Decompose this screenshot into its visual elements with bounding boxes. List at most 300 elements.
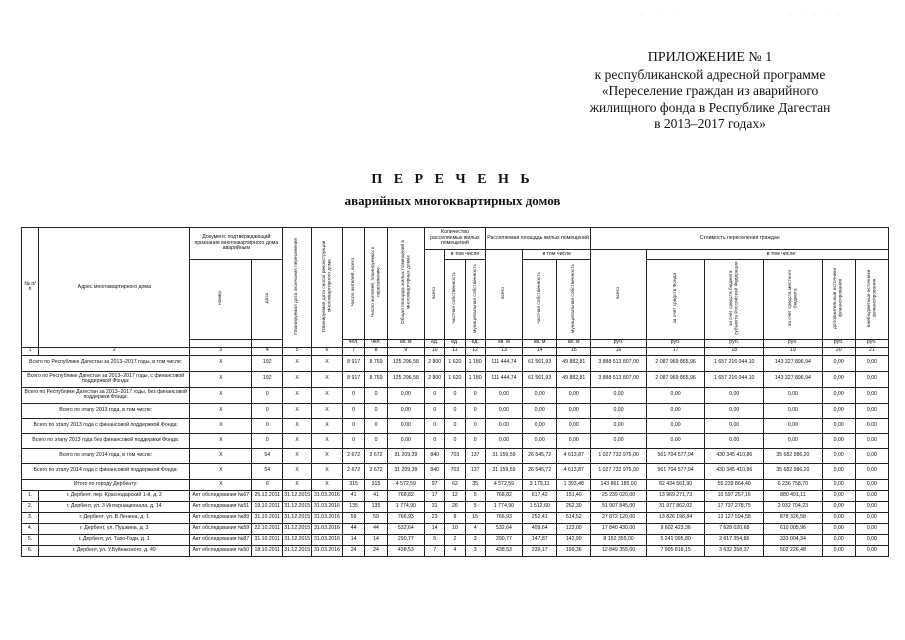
table-cell: 0,00 — [485, 403, 522, 418]
table-cell: 0,00 — [485, 433, 522, 448]
table-cell: 0,00 — [557, 387, 591, 403]
table-cell: X — [312, 448, 343, 463]
table-cell: 123,00 — [557, 523, 591, 534]
table-cell: X — [312, 371, 343, 387]
table-cell: 0,00 — [557, 418, 591, 433]
table-cell: 0 — [252, 433, 283, 448]
table-cell: г. Дербент, ул. У.Буйнакского, д. 49 — [39, 545, 190, 556]
table-cell: X — [283, 433, 312, 448]
table-cell: X — [283, 479, 312, 490]
header-planned-demolition: Планируемая дата сноса/ реконструкции многоквартирного дома — [321, 240, 332, 332]
unit-cell: руб. — [764, 339, 823, 347]
table-cell: 14 — [365, 534, 387, 545]
summary-label: Всего по этапу 2014 года с финансовой поддержкой Фонда: — [22, 463, 190, 479]
table-cell: 192 — [252, 355, 283, 371]
table-cell: 49 882,81 — [557, 355, 591, 371]
header-cost: Стоимость переселения граждан — [591, 228, 889, 250]
unit-cell: кв. м — [387, 339, 424, 347]
table-cell: 430 345 410,86 — [705, 448, 764, 463]
table-cell: 0,00 — [855, 387, 888, 403]
table-cell: 0,00 — [557, 433, 591, 448]
table-row — [22, 490, 889, 501]
table-cell: 151,40 — [557, 490, 591, 501]
table-cell: 8 769 — [365, 371, 387, 387]
table-cell: 31 — [425, 501, 445, 512]
header-area-municipal: муниципальная собственность — [571, 263, 577, 333]
table-cell: 147,87 — [523, 534, 557, 545]
table-cell: 31 159,59 — [485, 448, 522, 463]
table-cell: 62 — [445, 479, 465, 490]
table-cell: 0,00 — [387, 418, 424, 433]
table-cell: 61 561,93 — [523, 355, 557, 371]
table-cell: 12 — [465, 347, 485, 355]
table-cell: 0,00 — [523, 387, 557, 403]
table-cell: X — [283, 463, 312, 479]
unit-cell: руб. — [822, 339, 855, 347]
table-cell: X — [283, 448, 312, 463]
table-cell: 19.10.2011 — [252, 501, 283, 512]
table-cell: 0,00 — [646, 403, 705, 418]
summary-row — [22, 403, 889, 418]
table-cell: 0,00 — [646, 433, 705, 448]
table-cell: 0,00 — [822, 545, 855, 556]
table-cell: 2 087 969 865,96 — [646, 371, 705, 387]
header-rooms-private: частная собственность — [452, 272, 458, 324]
table-cell: 35 682 986,20 — [764, 448, 823, 463]
table-cell: 19 — [764, 347, 823, 355]
table-cell: Акт обследования №51 — [190, 501, 252, 512]
table-cell: 41 — [342, 490, 364, 501]
table-cell: 3 632 358,37 — [705, 545, 764, 556]
table-cell: 31.03.2016 — [312, 490, 343, 501]
table-cell: X — [312, 403, 343, 418]
table-cell: X — [190, 448, 252, 463]
table-cell: X — [312, 433, 343, 448]
table-cell: 1 027 732 975,00 — [591, 463, 646, 479]
table-cell: 6 — [252, 479, 283, 490]
table-cell: 9 — [387, 347, 424, 355]
unit-cell: ед. — [465, 339, 485, 347]
table-cell: 13 — [485, 347, 522, 355]
table-cell: 0,00 — [822, 448, 855, 463]
table-cell: 0,00 — [764, 433, 823, 448]
appendix-line: жилищного фонда в Республике Дагестан — [589, 99, 831, 115]
table-cell: 2 800 — [425, 355, 445, 371]
table-cell: 24 — [365, 545, 387, 556]
table-cell: 768,82 — [485, 490, 522, 501]
table-cell: 26 — [445, 501, 465, 512]
table-cell: 9 602 423,36 — [646, 523, 705, 534]
document-title: П Е Р Е Ч Е Н Ь — [371, 172, 534, 187]
table-cell: 12 — [445, 490, 465, 501]
table-cell: 49 882,81 — [557, 371, 591, 387]
table-cell: 0,00 — [855, 418, 888, 433]
table-cell: 82 434 561,90 — [646, 479, 705, 490]
header-address: Адрес многоквартирного дома — [39, 228, 190, 348]
header-rooms-count: Количество расселяемых жилых помещений — [425, 228, 486, 250]
table-cell: 6 236 758,70 — [764, 479, 823, 490]
table-cell: 1 620 — [445, 371, 465, 387]
table-cell: г. Дербент, ул. В.Ленина, д. 1 — [39, 512, 190, 523]
table-cell: 137 — [465, 463, 485, 479]
table-cell: 125 296,58 — [387, 355, 424, 371]
summary-label: Всего по Республике Дагестан за 2013–2017 годы, без финансовой поддержки Фонда: — [22, 387, 190, 403]
table-cell: 0,00 — [822, 418, 855, 433]
table-cell: 5 — [425, 534, 445, 545]
header-document: Документ, подтверждающий признание многоквартирного дома аварийным — [190, 228, 283, 260]
table-cell: 111 444,74 — [485, 355, 522, 371]
table-cell: 12 849 355,00 — [591, 545, 646, 556]
table-cell: X — [283, 418, 312, 433]
table-cell: 0 — [365, 433, 387, 448]
table-cell: 3 888 513 807,00 — [591, 371, 646, 387]
appendix-line: «Переселение граждан из аварийного — [601, 83, 819, 98]
table-cell: 0 — [445, 403, 465, 418]
table-cell: 0,00 — [855, 463, 888, 479]
data-rows — [22, 490, 889, 556]
table-cell: 840 — [425, 448, 445, 463]
table-cell: 0,00 — [822, 355, 855, 371]
table-cell: 5. — [22, 534, 39, 545]
table-cell: 0,00 — [764, 387, 823, 403]
unit-cell: кв. м — [557, 339, 591, 347]
table-cell: 3 179,11 — [523, 479, 557, 490]
table-cell: 703 — [445, 463, 465, 479]
table-cell: 135 — [365, 501, 387, 512]
table-cell: 878 326,58 — [764, 512, 823, 523]
header-extra-sources: дополнительные источники финансирования — [833, 267, 844, 329]
summary-label: Всего по Республике Дагестан за 2013–2017 годы, с финансовой поддержкой Фонда: — [22, 371, 190, 387]
table-cell: 840 — [425, 463, 445, 479]
table-cell: 35 682 986,20 — [764, 463, 823, 479]
table-cell: 2 032 704,23 — [764, 501, 823, 512]
table-cell: 0,00 — [523, 433, 557, 448]
table-cell: X — [190, 403, 252, 418]
table-cell: 25 239 020,00 — [591, 490, 646, 501]
table-cell: 0 — [342, 387, 364, 403]
table-cell: 8 — [445, 512, 465, 523]
table-cell: 31.12.2015 — [283, 512, 312, 523]
table-cell: 31.12.2015 — [283, 490, 312, 501]
table-cell: 17 — [646, 347, 705, 355]
appendix-line: в 2013–2017 годах» — [654, 116, 766, 131]
table-cell: 35 — [465, 479, 485, 490]
table-cell: 0,00 — [591, 403, 646, 418]
table-cell: 0,00 — [822, 501, 855, 512]
table-cell: г. Дербент, пер. Краснодарский 1-й, д. 2 — [39, 490, 190, 501]
table-cell: 2 087 969 865,96 — [646, 355, 705, 371]
header-doc-number: номер — [218, 291, 224, 305]
table-cell: 14 — [523, 347, 557, 355]
table-cell: 0 — [252, 387, 283, 403]
table-cell: 22.10.2011 — [252, 523, 283, 534]
table-cell: 1 774,90 — [387, 501, 424, 512]
table-cell: 409,64 — [523, 523, 557, 534]
table-cell: 0,00 — [855, 448, 888, 463]
table-cell: 192 — [252, 371, 283, 387]
table-cell: 31.12.2015 — [283, 523, 312, 534]
table-cell: 1 657 216 044,10 — [705, 371, 764, 387]
unit-cell: руб. — [855, 339, 888, 347]
table-cell: 31.03.2016 — [312, 501, 343, 512]
table-cell: 31.12.2015 — [283, 545, 312, 556]
header-doc-date: дата — [264, 292, 270, 304]
table-cell: 290,77 — [387, 534, 424, 545]
table-cell: 0,00 — [646, 418, 705, 433]
table-cell: 0 — [425, 418, 445, 433]
register-table — [21, 227, 889, 557]
table-cell: 5 241 995,80 — [646, 534, 705, 545]
table-cell: 5 — [465, 490, 485, 501]
table-cell: 0,00 — [591, 418, 646, 433]
table-cell: 0,00 — [855, 490, 888, 501]
table-cell: 27 872 120,00 — [591, 512, 646, 523]
table-cell: Акт обследования №87 — [190, 534, 252, 545]
pencil-marks: . . . — [640, 8, 682, 17]
table-cell: Акт обследования №59 — [190, 523, 252, 534]
unit-cell: чел. — [365, 339, 387, 347]
table-cell: 880 491,11 — [764, 490, 823, 501]
unit-cell: кв. м — [485, 339, 522, 347]
table-cell: 1 180 — [465, 371, 485, 387]
table-cell: 315 — [365, 479, 387, 490]
table-cell: 0,00 — [855, 479, 888, 490]
table-cell: 31.03.2016 — [312, 512, 343, 523]
table-cell: 0 — [445, 418, 465, 433]
table-cell: 0 — [365, 418, 387, 433]
table-cell: X — [312, 355, 343, 371]
table-cell: 0,00 — [387, 387, 424, 403]
table-cell: 21 — [855, 347, 888, 355]
table-cell: 532,64 — [387, 523, 424, 534]
table-cell: Акт обследования №50 — [190, 545, 252, 556]
table-cell: 10 597 257,16 — [705, 490, 764, 501]
table-cell: 0,00 — [591, 387, 646, 403]
table-cell: 6 — [312, 347, 343, 355]
table-cell: 5 — [283, 347, 312, 355]
header-residents: Число жителей, всего — [350, 257, 356, 307]
header-area-total: всего — [501, 287, 507, 299]
header-area-incl: в том числе — [523, 250, 591, 260]
table-cell: 54 — [252, 448, 283, 463]
table-cell: 0 — [425, 403, 445, 418]
table-cell: X — [190, 463, 252, 479]
table-cell: X — [312, 479, 343, 490]
table-cell: 142,90 — [557, 534, 591, 545]
summary-row — [22, 479, 889, 490]
unit-cell: руб. — [591, 339, 646, 347]
table-cell: 0,00 — [822, 512, 855, 523]
table-cell: 61 561,93 — [523, 371, 557, 387]
header-relocated-area: Расселяемая площадь жилых помещений — [485, 228, 591, 250]
appendix-line: к республиканской адресной программе — [594, 66, 826, 82]
table-cell: 0 — [445, 433, 465, 448]
table-cell: 111 444,74 — [485, 371, 522, 387]
summary-label: Всего по этапу 2014 года, в том числе: — [22, 448, 190, 463]
table-cell: 17 737 278,75 — [705, 501, 764, 512]
table-cell: 252,41 — [523, 512, 557, 523]
table-cell: 0,00 — [855, 545, 888, 556]
header-extra-costs: внебюджетные источники финансирования — [866, 269, 877, 327]
table-cell: 0,00 — [855, 403, 888, 418]
header-num: № п/п — [22, 228, 39, 348]
table-cell: 0 — [425, 433, 445, 448]
table-cell: 31.12.2015 — [283, 534, 312, 545]
summary-label: Итого по городу Дербенту: — [22, 479, 190, 490]
table-cell: 7 905 818,15 — [646, 545, 705, 556]
table-cell: 31.10.2011 — [252, 534, 283, 545]
table-cell: 262,30 — [557, 501, 591, 512]
table-cell: 7 628 020,68 — [705, 523, 764, 534]
table-cell: 18.10.2011 — [252, 545, 283, 556]
table-cell: 51 907 845,00 — [591, 501, 646, 512]
table-cell: 4 613,87 — [557, 448, 591, 463]
table-cell: 23 — [425, 512, 445, 523]
table-cell: 31 209,39 — [387, 448, 424, 463]
table-cell: 0 — [465, 387, 485, 403]
table-cell: 0,00 — [822, 479, 855, 490]
table-cell: 25.12.2011 — [252, 490, 283, 501]
unit-cell: руб. — [705, 339, 764, 347]
table-cell: 766,93 — [485, 512, 522, 523]
table-cell: 15 — [557, 347, 591, 355]
table-cell: 1. — [22, 490, 39, 501]
table-cell: 8 917 — [342, 355, 364, 371]
table-cell: 1 620 — [445, 355, 465, 371]
table-cell: 31 209,39 — [387, 463, 424, 479]
table-cell: 239,17 — [523, 545, 557, 556]
table-cell: X — [283, 387, 312, 403]
table-header — [22, 228, 889, 356]
summary-row — [22, 371, 889, 387]
table-cell: 4 572,59 — [485, 479, 522, 490]
table-cell: 2 617 354,86 — [705, 534, 764, 545]
table-cell: 17 — [425, 490, 445, 501]
table-cell: г. Дербент, ул. Тахо-Годи, д. 1 — [39, 534, 190, 545]
unit-cell: ед. — [425, 339, 445, 347]
table-cell: 5 — [465, 501, 485, 512]
table-cell: 4 — [445, 545, 465, 556]
table-cell: 438,53 — [485, 545, 522, 556]
table-cell: 0,00 — [485, 387, 522, 403]
table-cell: X — [283, 355, 312, 371]
summary-row — [22, 433, 889, 448]
table-cell: 0 — [252, 418, 283, 433]
table-cell: 31.03.2016 — [312, 545, 343, 556]
table-cell: 135 — [342, 501, 364, 512]
table-cell: 10 — [425, 347, 445, 355]
summary-row — [22, 387, 889, 403]
table-cell: 4 — [252, 347, 283, 355]
unit-cell: кв. м — [523, 339, 557, 347]
table-cell: 617,42 — [523, 490, 557, 501]
table-cell: 766,93 — [387, 512, 424, 523]
unit-cell: руб. — [646, 339, 705, 347]
table-cell: 31 159,59 — [485, 463, 522, 479]
table-cell: 14 — [342, 534, 364, 545]
table-cell: 4 572,59 — [387, 479, 424, 490]
table-cell: 0,00 — [387, 403, 424, 418]
table-cell: 3 — [190, 347, 252, 355]
table-cell: 2. — [22, 501, 39, 512]
table-cell: 430 345 410,86 — [705, 463, 764, 479]
table-cell: 14 — [425, 523, 445, 534]
table-cell: 31.03.2016 — [312, 534, 343, 545]
table-cell: X — [190, 355, 252, 371]
table-cell: 0 — [342, 433, 364, 448]
table-cell: 0,00 — [855, 355, 888, 371]
column-number-row — [22, 347, 889, 355]
table-cell: X — [283, 371, 312, 387]
table-cell: 24 — [342, 545, 364, 556]
summary-label: Всего по этапу 2013 года с финансовой поддержкой Фонда: — [22, 418, 190, 433]
table-cell: 1 027 732 975,00 — [591, 448, 646, 463]
table-cell: 0 — [465, 403, 485, 418]
header-cost-incl-label: в том числе: — [766, 250, 797, 257]
table-cell: X — [190, 371, 252, 387]
table-cell: 0,00 — [822, 371, 855, 387]
table-cell: 3 — [465, 545, 485, 556]
table-cell: 6. — [22, 545, 39, 556]
table-cell: X — [190, 479, 252, 490]
appendix-line: ПРИЛОЖЕНИЕ № 1 — [647, 50, 773, 65]
table-cell: 55 239 864,40 — [705, 479, 764, 490]
table-cell: Акт обследования №67 — [190, 490, 252, 501]
table-cell: 2 672 — [342, 448, 364, 463]
header-rooms-incl: в том числе — [445, 250, 486, 260]
table-cell: 0 — [252, 403, 283, 418]
table-cell: 26 545,72 — [523, 448, 557, 463]
table-cell: 561 704 577,94 — [646, 448, 705, 463]
table-cell: 0,00 — [855, 501, 888, 512]
table-cell: 31.10.2011 — [252, 512, 283, 523]
table-cell: 7 — [342, 347, 364, 355]
table-cell: 0,00 — [764, 418, 823, 433]
table-cell: 3 888 513 807,00 — [591, 355, 646, 371]
table-cell: 0,00 — [855, 523, 888, 534]
table-cell: X — [312, 463, 343, 479]
table-cell: 17 840 430,00 — [591, 523, 646, 534]
table-cell: 1 512,60 — [523, 501, 557, 512]
table-cell: 0,00 — [822, 433, 855, 448]
summary-label: Всего по Республике Дагестан за 2013–2017 годы, в том числе: — [22, 355, 190, 371]
table-cell: 0 — [425, 387, 445, 403]
table-cell: 8 152 355,00 — [591, 534, 646, 545]
summary-row — [22, 355, 889, 371]
table-cell: 125 296,58 — [387, 371, 424, 387]
table-cell: 0,00 — [855, 371, 888, 387]
table-cell: 0,00 — [855, 512, 888, 523]
table-cell: 0,00 — [485, 418, 522, 433]
table-cell: 137 — [465, 448, 485, 463]
table-cell: 1 393,48 — [557, 479, 591, 490]
table-cell: 8 917 — [342, 371, 364, 387]
pencil-marks-2: . . . . . — [790, 8, 844, 17]
table-cell: 31 977 862,02 — [646, 501, 705, 512]
table-cell: 26 545,72 — [523, 463, 557, 479]
table-cell: X — [190, 387, 252, 403]
table-cell: 561 704 577,94 — [646, 463, 705, 479]
table-cell: X — [312, 418, 343, 433]
table-cell: 2 672 — [342, 463, 364, 479]
table-cell: 11 — [445, 347, 465, 355]
table-cell: 0,00 — [705, 418, 764, 433]
table-cell: 20 — [822, 347, 855, 355]
table-cell: 54 — [252, 463, 283, 479]
table-cell: 2 672 — [365, 448, 387, 463]
table-cell: Акт обследования №89 — [190, 512, 252, 523]
table-cell: 1 657 216 044,10 — [705, 355, 764, 371]
